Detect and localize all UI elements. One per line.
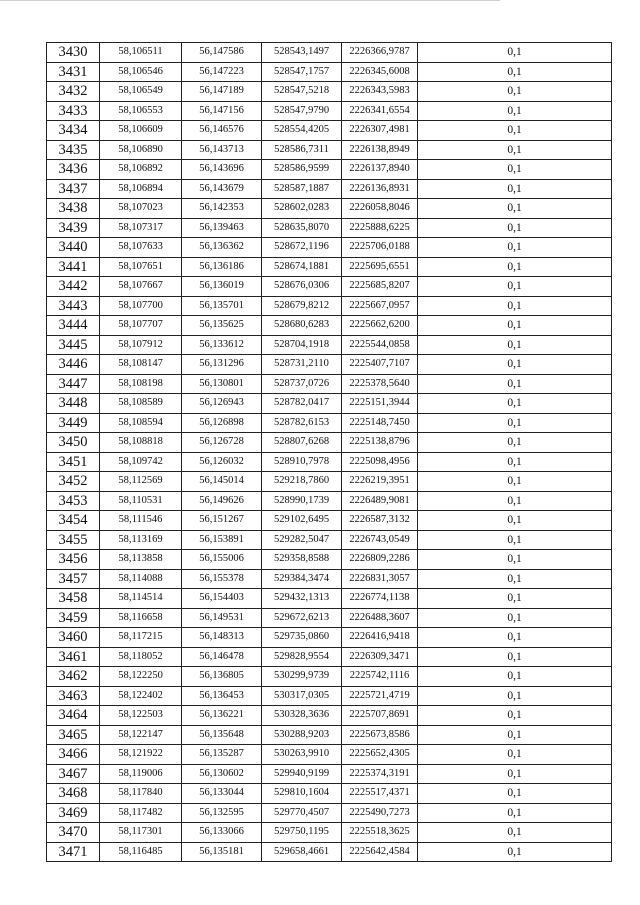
x-coordinate-cell: 528807,6268 <box>262 433 342 453</box>
x-coordinate-cell: 528602,0283 <box>262 199 342 219</box>
longitude-cell: 56,155006 <box>182 550 262 570</box>
x-coordinate-cell: 528587,1887 <box>262 179 342 199</box>
x-coordinate-cell: 528547,1757 <box>262 62 342 82</box>
latitude-cell: 58,114088 <box>100 569 182 589</box>
y-coordinate-cell: 2226219,3951 <box>342 472 418 492</box>
x-coordinate-cell: 529358,8588 <box>262 550 342 570</box>
accuracy-cell: 0,1 <box>418 160 612 180</box>
x-coordinate-cell: 529750,1195 <box>262 823 342 843</box>
accuracy-cell: 0,1 <box>418 803 612 823</box>
point-number-cell: 3454 <box>47 511 100 531</box>
accuracy-cell: 0,1 <box>418 62 612 82</box>
longitude-cell: 56,133044 <box>182 784 262 804</box>
accuracy-cell: 0,1 <box>418 764 612 784</box>
longitude-cell: 56,135287 <box>182 745 262 765</box>
point-number-cell: 3431 <box>47 62 100 82</box>
longitude-cell: 56,154403 <box>182 589 262 609</box>
table-row <box>47 472 612 492</box>
longitude-cell: 56,126943 <box>182 394 262 414</box>
latitude-cell: 58,113858 <box>100 550 182 570</box>
x-coordinate-cell: 528547,9790 <box>262 101 342 121</box>
point-number-cell: 3451 <box>47 452 100 472</box>
x-coordinate-cell: 528704,1918 <box>262 335 342 355</box>
table-row <box>47 686 612 706</box>
point-number-cell: 3442 <box>47 277 100 297</box>
accuracy-cell: 0,1 <box>418 277 612 297</box>
latitude-cell: 58,118052 <box>100 647 182 667</box>
point-number-cell: 3465 <box>47 725 100 745</box>
point-number-cell: 3430 <box>47 43 100 63</box>
point-number-cell: 3456 <box>47 550 100 570</box>
accuracy-cell: 0,1 <box>418 218 612 238</box>
accuracy-cell: 0,1 <box>418 296 612 316</box>
y-coordinate-cell: 2225685,8207 <box>342 277 418 297</box>
point-number-cell: 3434 <box>47 121 100 141</box>
latitude-cell: 58,117215 <box>100 628 182 648</box>
point-number-cell: 3471 <box>47 842 100 862</box>
y-coordinate-cell: 2225742,1116 <box>342 667 418 687</box>
longitude-cell: 56,143713 <box>182 140 262 160</box>
accuracy-cell: 0,1 <box>418 101 612 121</box>
x-coordinate-cell: 529102,6495 <box>262 511 342 531</box>
y-coordinate-cell: 2225642,4584 <box>342 842 418 862</box>
accuracy-cell: 0,1 <box>418 725 612 745</box>
point-number-cell: 3445 <box>47 335 100 355</box>
y-coordinate-cell: 2225707,8691 <box>342 706 418 726</box>
table-row <box>47 296 612 316</box>
x-coordinate-cell: 528910,7978 <box>262 452 342 472</box>
x-coordinate-cell: 529218,7860 <box>262 472 342 492</box>
table-row <box>47 589 612 609</box>
latitude-cell: 58,106511 <box>100 43 182 63</box>
table-row <box>47 82 612 102</box>
longitude-cell: 56,145014 <box>182 472 262 492</box>
y-coordinate-cell: 2225098,4956 <box>342 452 418 472</box>
accuracy-cell: 0,1 <box>418 413 612 433</box>
longitude-cell: 56,135648 <box>182 725 262 745</box>
x-coordinate-cell: 530317,0305 <box>262 686 342 706</box>
latitude-cell: 58,116485 <box>100 842 182 862</box>
x-coordinate-cell: 529282,5047 <box>262 530 342 550</box>
latitude-cell: 58,107317 <box>100 218 182 238</box>
latitude-cell: 58,107707 <box>100 316 182 336</box>
accuracy-cell: 0,1 <box>418 608 612 628</box>
latitude-cell: 58,108818 <box>100 433 182 453</box>
x-coordinate-cell: 529658,4661 <box>262 842 342 862</box>
y-coordinate-cell: 2226743,0549 <box>342 530 418 550</box>
latitude-cell: 58,107651 <box>100 257 182 277</box>
table-row <box>47 764 612 784</box>
latitude-cell: 58,113169 <box>100 530 182 550</box>
latitude-cell: 58,108594 <box>100 413 182 433</box>
latitude-cell: 58,117482 <box>100 803 182 823</box>
table-row <box>47 179 612 199</box>
table-row <box>47 803 612 823</box>
x-coordinate-cell: 528676,0306 <box>262 277 342 297</box>
accuracy-cell: 0,1 <box>418 491 612 511</box>
y-coordinate-cell: 2226416,9418 <box>342 628 418 648</box>
x-coordinate-cell: 530288,9203 <box>262 725 342 745</box>
latitude-cell: 58,107023 <box>100 199 182 219</box>
longitude-cell: 56,131296 <box>182 355 262 375</box>
point-number-cell: 3467 <box>47 764 100 784</box>
y-coordinate-cell: 2225151,3944 <box>342 394 418 414</box>
x-coordinate-cell: 529770,4507 <box>262 803 342 823</box>
table-row <box>47 257 612 277</box>
table-row <box>47 277 612 297</box>
table-row <box>47 647 612 667</box>
table-row <box>47 550 612 570</box>
point-number-cell: 3459 <box>47 608 100 628</box>
longitude-cell: 56,135625 <box>182 316 262 336</box>
accuracy-cell: 0,1 <box>418 647 612 667</box>
y-coordinate-cell: 2225888,6225 <box>342 218 418 238</box>
longitude-cell: 56,147586 <box>182 43 262 63</box>
table-row <box>47 725 612 745</box>
table-row <box>47 452 612 472</box>
accuracy-cell: 0,1 <box>418 179 612 199</box>
y-coordinate-cell: 2225695,6551 <box>342 257 418 277</box>
latitude-cell: 58,107667 <box>100 277 182 297</box>
x-coordinate-cell: 528782,0417 <box>262 394 342 414</box>
y-coordinate-cell: 2226488,3607 <box>342 608 418 628</box>
table-row <box>47 316 612 336</box>
longitude-cell: 56,130801 <box>182 374 262 394</box>
longitude-cell: 56,153891 <box>182 530 262 550</box>
point-number-cell: 3452 <box>47 472 100 492</box>
latitude-cell: 58,122250 <box>100 667 182 687</box>
y-coordinate-cell: 2226307,4981 <box>342 121 418 141</box>
latitude-cell: 58,119006 <box>100 764 182 784</box>
accuracy-cell: 0,1 <box>418 784 612 804</box>
accuracy-cell: 0,1 <box>418 686 612 706</box>
accuracy-cell: 0,1 <box>418 550 612 570</box>
point-number-cell: 3447 <box>47 374 100 394</box>
point-number-cell: 3436 <box>47 160 100 180</box>
longitude-cell: 56,136186 <box>182 257 262 277</box>
table-row <box>47 745 612 765</box>
longitude-cell: 56,135181 <box>182 842 262 862</box>
table-row <box>47 491 612 511</box>
longitude-cell: 56,148313 <box>182 628 262 648</box>
longitude-cell: 56,147189 <box>182 82 262 102</box>
x-coordinate-cell: 530263,9910 <box>262 745 342 765</box>
y-coordinate-cell: 2225721,4719 <box>342 686 418 706</box>
y-coordinate-cell: 2226366,9787 <box>342 43 418 63</box>
point-number-cell: 3463 <box>47 686 100 706</box>
point-number-cell: 3464 <box>47 706 100 726</box>
table-row <box>47 530 612 550</box>
table-row <box>47 628 612 648</box>
point-number-cell: 3439 <box>47 218 100 238</box>
latitude-cell: 58,111546 <box>100 511 182 531</box>
point-number-cell: 3443 <box>47 296 100 316</box>
latitude-cell: 58,117301 <box>100 823 182 843</box>
y-coordinate-cell: 2226058,8046 <box>342 199 418 219</box>
x-coordinate-cell: 530299,9739 <box>262 667 342 687</box>
accuracy-cell: 0,1 <box>418 316 612 336</box>
accuracy-cell: 0,1 <box>418 121 612 141</box>
accuracy-cell: 0,1 <box>418 335 612 355</box>
point-number-cell: 3444 <box>47 316 100 336</box>
point-number-cell: 3446 <box>47 355 100 375</box>
longitude-cell: 56,133612 <box>182 335 262 355</box>
coordinates-table <box>46 42 612 862</box>
longitude-cell: 56,133066 <box>182 823 262 843</box>
table-row <box>47 374 612 394</box>
longitude-cell: 56,143679 <box>182 179 262 199</box>
table-row <box>47 842 612 862</box>
y-coordinate-cell: 2226774,1138 <box>342 589 418 609</box>
point-number-cell: 3448 <box>47 394 100 414</box>
longitude-cell: 56,149626 <box>182 491 262 511</box>
y-coordinate-cell: 2226489,9081 <box>342 491 418 511</box>
longitude-cell: 56,146478 <box>182 647 262 667</box>
point-number-cell: 3469 <box>47 803 100 823</box>
y-coordinate-cell: 2226587,3132 <box>342 511 418 531</box>
longitude-cell: 56,147223 <box>182 62 262 82</box>
longitude-cell: 56,136453 <box>182 686 262 706</box>
y-coordinate-cell: 2225374,3191 <box>342 764 418 784</box>
latitude-cell: 58,121922 <box>100 745 182 765</box>
latitude-cell: 58,122147 <box>100 725 182 745</box>
table-row <box>47 355 612 375</box>
longitude-cell: 56,136805 <box>182 667 262 687</box>
table-row <box>47 511 612 531</box>
accuracy-cell: 0,1 <box>418 374 612 394</box>
table-row <box>47 218 612 238</box>
point-number-cell: 3457 <box>47 569 100 589</box>
y-coordinate-cell: 2225138,8796 <box>342 433 418 453</box>
longitude-cell: 56,147156 <box>182 101 262 121</box>
latitude-cell: 58,107633 <box>100 238 182 258</box>
y-coordinate-cell: 2225517,4371 <box>342 784 418 804</box>
point-number-cell: 3433 <box>47 101 100 121</box>
longitude-cell: 56,136362 <box>182 238 262 258</box>
accuracy-cell: 0,1 <box>418 706 612 726</box>
accuracy-cell: 0,1 <box>418 823 612 843</box>
latitude-cell: 58,122402 <box>100 686 182 706</box>
y-coordinate-cell: 2225706,0188 <box>342 238 418 258</box>
accuracy-cell: 0,1 <box>418 433 612 453</box>
accuracy-cell: 0,1 <box>418 745 612 765</box>
accuracy-cell: 0,1 <box>418 667 612 687</box>
latitude-cell: 58,106890 <box>100 140 182 160</box>
table-row <box>47 667 612 687</box>
table-row <box>47 335 612 355</box>
point-number-cell: 3453 <box>47 491 100 511</box>
table-row <box>47 121 612 141</box>
accuracy-cell: 0,1 <box>418 589 612 609</box>
latitude-cell: 58,108198 <box>100 374 182 394</box>
y-coordinate-cell: 2226309,3471 <box>342 647 418 667</box>
x-coordinate-cell: 528782,6153 <box>262 413 342 433</box>
table-row <box>47 706 612 726</box>
x-coordinate-cell: 528680,6283 <box>262 316 342 336</box>
point-number-cell: 3462 <box>47 667 100 687</box>
y-coordinate-cell: 2225518,3625 <box>342 823 418 843</box>
y-coordinate-cell: 2226136,8931 <box>342 179 418 199</box>
y-coordinate-cell: 2226809,2286 <box>342 550 418 570</box>
latitude-cell: 58,122503 <box>100 706 182 726</box>
latitude-cell: 58,112569 <box>100 472 182 492</box>
x-coordinate-cell: 528672,1196 <box>262 238 342 258</box>
y-coordinate-cell: 2226341,6554 <box>342 101 418 121</box>
point-number-cell: 3432 <box>47 82 100 102</box>
y-coordinate-cell: 2225490,7273 <box>342 803 418 823</box>
y-coordinate-cell: 2225652,4305 <box>342 745 418 765</box>
point-number-cell: 3466 <box>47 745 100 765</box>
latitude-cell: 58,108589 <box>100 394 182 414</box>
y-coordinate-cell: 2225378,5640 <box>342 374 418 394</box>
longitude-cell: 56,126898 <box>182 413 262 433</box>
latitude-cell: 58,106549 <box>100 82 182 102</box>
point-number-cell: 3470 <box>47 823 100 843</box>
longitude-cell: 56,126032 <box>182 452 262 472</box>
y-coordinate-cell: 2225407,7107 <box>342 355 418 375</box>
table-row <box>47 394 612 414</box>
table-row <box>47 43 612 63</box>
table-row <box>47 62 612 82</box>
latitude-cell: 58,106553 <box>100 101 182 121</box>
y-coordinate-cell: 2225673,8586 <box>342 725 418 745</box>
x-coordinate-cell: 528635,8070 <box>262 218 342 238</box>
point-number-cell: 3455 <box>47 530 100 550</box>
longitude-cell: 56,130602 <box>182 764 262 784</box>
table-row <box>47 238 612 258</box>
longitude-cell: 56,136221 <box>182 706 262 726</box>
accuracy-cell: 0,1 <box>418 82 612 102</box>
latitude-cell: 58,116658 <box>100 608 182 628</box>
longitude-cell: 56,149531 <box>182 608 262 628</box>
point-number-cell: 3449 <box>47 413 100 433</box>
latitude-cell: 58,108147 <box>100 355 182 375</box>
x-coordinate-cell: 528586,9599 <box>262 160 342 180</box>
y-coordinate-cell: 2226137,8940 <box>342 160 418 180</box>
point-number-cell: 3441 <box>47 257 100 277</box>
accuracy-cell: 0,1 <box>418 394 612 414</box>
x-coordinate-cell: 528679,8212 <box>262 296 342 316</box>
table-row <box>47 101 612 121</box>
point-number-cell: 3438 <box>47 199 100 219</box>
x-coordinate-cell: 528554,4205 <box>262 121 342 141</box>
table-row <box>47 823 612 843</box>
accuracy-cell: 0,1 <box>418 530 612 550</box>
table-row <box>47 140 612 160</box>
y-coordinate-cell: 2226343,5983 <box>342 82 418 102</box>
y-coordinate-cell: 2226345,6008 <box>342 62 418 82</box>
x-coordinate-cell: 529672,6213 <box>262 608 342 628</box>
y-coordinate-cell: 2226831,3057 <box>342 569 418 589</box>
x-coordinate-cell: 528990,1739 <box>262 491 342 511</box>
point-number-cell: 3440 <box>47 238 100 258</box>
point-number-cell: 3450 <box>47 433 100 453</box>
longitude-cell: 56,132595 <box>182 803 262 823</box>
latitude-cell: 58,107912 <box>100 335 182 355</box>
accuracy-cell: 0,1 <box>418 511 612 531</box>
table-row <box>47 199 612 219</box>
x-coordinate-cell: 528586,7311 <box>262 140 342 160</box>
latitude-cell: 58,106546 <box>100 62 182 82</box>
table-row <box>47 569 612 589</box>
longitude-cell: 56,135701 <box>182 296 262 316</box>
longitude-cell: 56,146576 <box>182 121 262 141</box>
longitude-cell: 56,155378 <box>182 569 262 589</box>
x-coordinate-cell: 530328,3636 <box>262 706 342 726</box>
longitude-cell: 56,143696 <box>182 160 262 180</box>
latitude-cell: 58,110531 <box>100 491 182 511</box>
latitude-cell: 58,106892 <box>100 160 182 180</box>
accuracy-cell: 0,1 <box>418 569 612 589</box>
point-number-cell: 3468 <box>47 784 100 804</box>
table-row <box>47 608 612 628</box>
point-number-cell: 3461 <box>47 647 100 667</box>
x-coordinate-cell: 529432,1313 <box>262 589 342 609</box>
x-coordinate-cell: 529384,3474 <box>262 569 342 589</box>
x-coordinate-cell: 529810,1604 <box>262 784 342 804</box>
latitude-cell: 58,107700 <box>100 296 182 316</box>
accuracy-cell: 0,1 <box>418 140 612 160</box>
table-row <box>47 160 612 180</box>
accuracy-cell: 0,1 <box>418 452 612 472</box>
accuracy-cell: 0,1 <box>418 842 612 862</box>
x-coordinate-cell: 528731,2110 <box>262 355 342 375</box>
longitude-cell: 56,136019 <box>182 277 262 297</box>
x-coordinate-cell: 529735,0860 <box>262 628 342 648</box>
page-top-rule <box>0 0 500 1</box>
longitude-cell: 56,142353 <box>182 199 262 219</box>
y-coordinate-cell: 2226138,8949 <box>342 140 418 160</box>
longitude-cell: 56,139463 <box>182 218 262 238</box>
latitude-cell: 58,106609 <box>100 121 182 141</box>
point-number-cell: 3458 <box>47 589 100 609</box>
accuracy-cell: 0,1 <box>418 199 612 219</box>
accuracy-cell: 0,1 <box>418 472 612 492</box>
y-coordinate-cell: 2225667,0957 <box>342 296 418 316</box>
x-coordinate-cell: 528543,1497 <box>262 43 342 63</box>
latitude-cell: 58,106894 <box>100 179 182 199</box>
table-row <box>47 413 612 433</box>
point-number-cell: 3435 <box>47 140 100 160</box>
x-coordinate-cell: 529940,9199 <box>262 764 342 784</box>
point-number-cell: 3460 <box>47 628 100 648</box>
latitude-cell: 58,109742 <box>100 452 182 472</box>
table-row <box>47 433 612 453</box>
x-coordinate-cell: 528737,0726 <box>262 374 342 394</box>
accuracy-cell: 0,1 <box>418 257 612 277</box>
longitude-cell: 56,151267 <box>182 511 262 531</box>
x-coordinate-cell: 528547,5218 <box>262 82 342 102</box>
y-coordinate-cell: 2225662,6200 <box>342 316 418 336</box>
accuracy-cell: 0,1 <box>418 238 612 258</box>
accuracy-cell: 0,1 <box>418 628 612 648</box>
coordinates-table-body <box>47 43 612 862</box>
x-coordinate-cell: 528674,1881 <box>262 257 342 277</box>
y-coordinate-cell: 2225148,7450 <box>342 413 418 433</box>
point-number-cell: 3437 <box>47 179 100 199</box>
longitude-cell: 56,126728 <box>182 433 262 453</box>
accuracy-cell: 0,1 <box>418 43 612 63</box>
y-coordinate-cell: 2225544,0858 <box>342 335 418 355</box>
accuracy-cell: 0,1 <box>418 355 612 375</box>
x-coordinate-cell: 529828,9554 <box>262 647 342 667</box>
table-row <box>47 784 612 804</box>
latitude-cell: 58,117840 <box>100 784 182 804</box>
latitude-cell: 58,114514 <box>100 589 182 609</box>
